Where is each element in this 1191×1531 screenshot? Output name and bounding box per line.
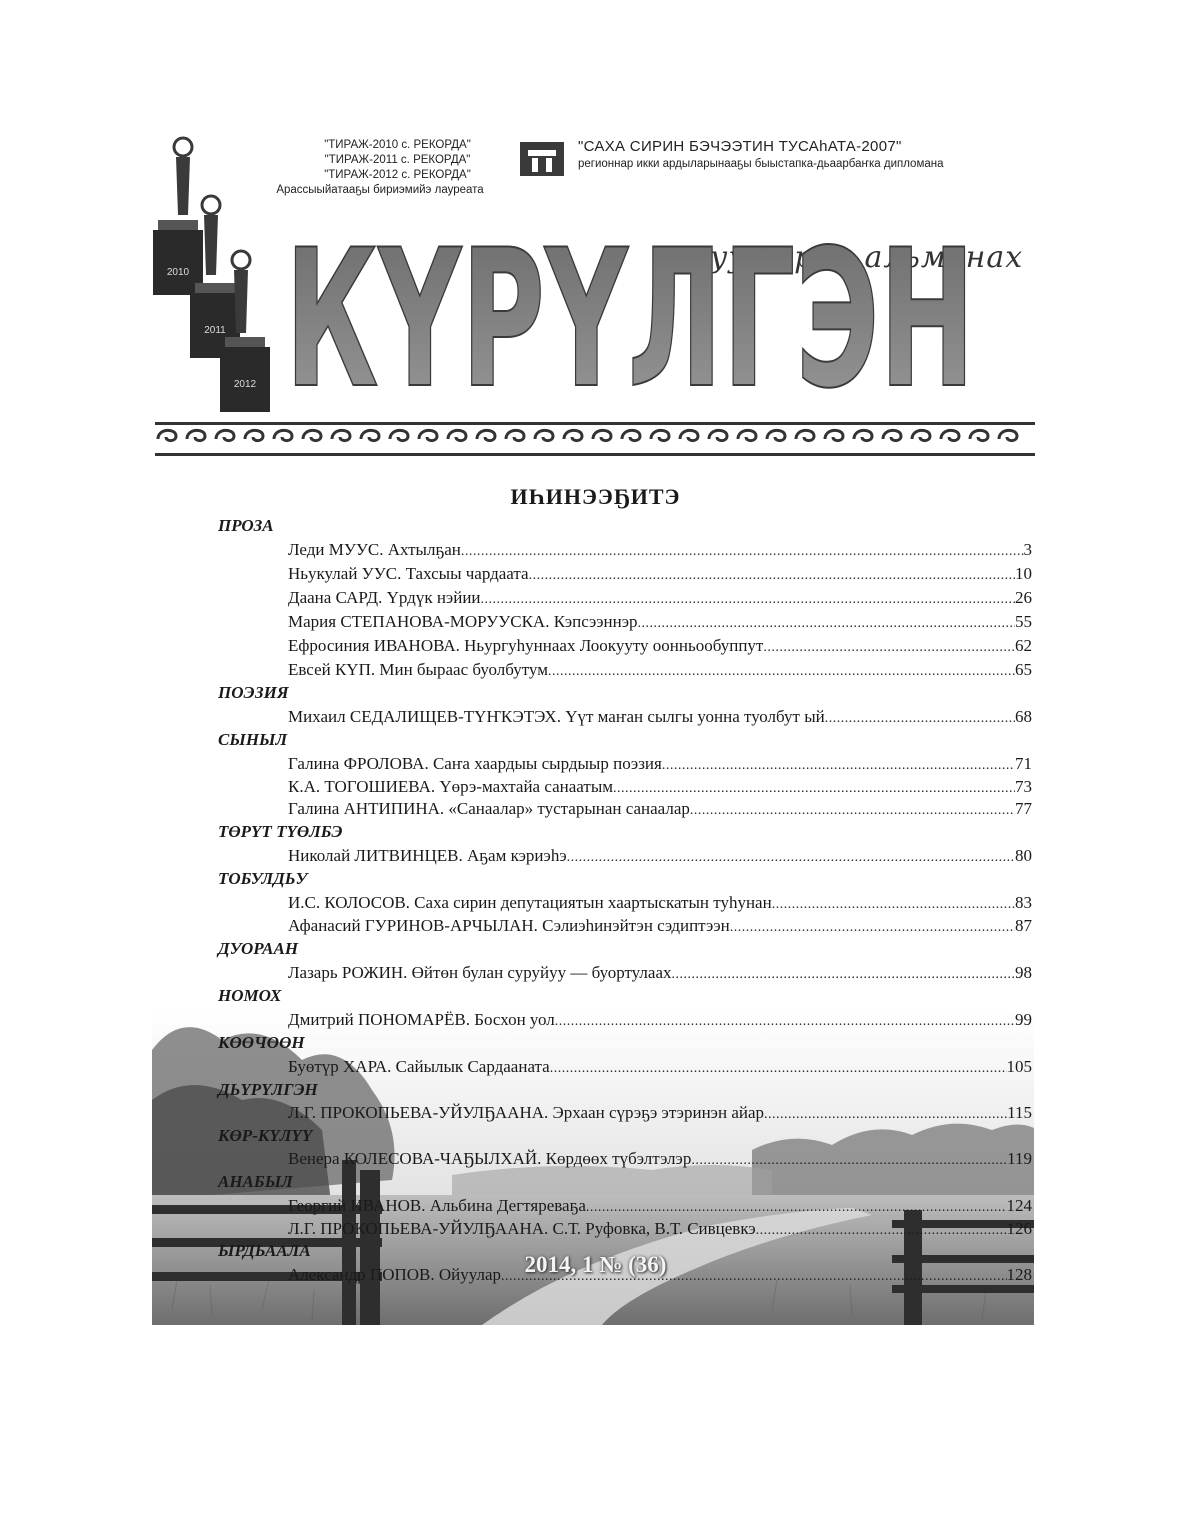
toc-entry[interactable] <box>288 540 1032 560</box>
toc-entry[interactable] <box>288 963 1032 983</box>
toc-leader-dots <box>461 544 1024 560</box>
trophy-year-2010: 2010 <box>166 267 190 278</box>
toc-entry-title: Евсей КҮП. Мин быраас буолбутум <box>288 660 548 679</box>
toc-leader-dots <box>730 920 1015 936</box>
toc-entry[interactable] <box>288 660 1032 680</box>
contest-subtitle: регионнар икки ардыларынааҕы быыстапка-дьаарбаҥка дипломана <box>578 158 944 170</box>
trophy-year-2011: 2011 <box>204 325 226 336</box>
toc-entry-title: Галина АНТИПИНА. «Санаалар» тустарынан санаалар <box>288 799 690 818</box>
toc-leader-dots <box>586 1200 1007 1216</box>
toc-section-title: КӨР-КҮЛҮҮ <box>218 1126 313 1145</box>
toc-page-number: 10 <box>1015 564 1032 583</box>
toc-section-title: ТӨРҮТ ТҮӨЛБЭ <box>218 822 343 841</box>
toc-leader-dots <box>772 897 1015 913</box>
toc-page-number: 73 <box>1015 777 1032 796</box>
toc-section-title: НОМОХ <box>218 986 282 1005</box>
toc-entry-title: Ефросиния ИВАНОВА. Ньургуһуннаах Лоокууту оонньообуппут <box>288 636 764 655</box>
toc-entry[interactable] <box>288 893 1032 913</box>
trophy-year-2012: 2012 <box>233 379 257 390</box>
record-2012: "ТИРАЖ-2012 с. РЕКОРДА" <box>324 169 471 181</box>
toc-leader-dots <box>548 664 1015 680</box>
toc-entry[interactable] <box>288 1196 1032 1216</box>
toc-page-number: 68 <box>1015 707 1032 726</box>
toc-entry-title: Даана САРД. Үрдүк нэйии <box>288 588 481 607</box>
toc-leader-dots <box>690 803 1015 819</box>
toc-entry-title: Лазарь РОЖИН. Өйтөн булан суруйуу — буортулаах <box>288 963 672 982</box>
toc-page-number: 128 <box>1006 1265 1032 1284</box>
toc-leader-dots <box>672 967 1015 983</box>
toc-leader-dots <box>638 616 1015 632</box>
toc-entry-title: И.С. КОЛОСОВ. Саха сирин депутациятын хаартыскатын туһунан <box>288 893 772 912</box>
toc-page-number: 87 <box>1015 916 1032 935</box>
toc-entry-title: Николай ЛИТВИНЦЕВ. Аҕам кэриэһэ <box>288 846 567 865</box>
contents-heading: ИҺИНЭЭҔИТЭ <box>510 484 681 509</box>
toc-leader-dots <box>756 1223 1007 1239</box>
toc-page-number: 83 <box>1015 893 1032 912</box>
toc-entry-title: Александр ПОПОВ. Ойуулар <box>288 1265 502 1284</box>
toc-entry[interactable] <box>288 799 1032 819</box>
toc-entry-title: Георгий ИВАНОВ. Альбина Дегтяреваҕа <box>288 1196 586 1215</box>
toc-leader-dots <box>764 1107 1007 1123</box>
toc-entry-title: Ньукулай УУС. Тахсыы чардаата <box>288 564 529 583</box>
toc-leader-dots <box>691 1153 1007 1169</box>
contest-title: "САХА СИРИН БЭЧЭЭТИН ТУСАhАТА-2007" <box>578 138 902 155</box>
toc-entry[interactable] <box>288 1149 1032 1169</box>
toc-page-number: 26 <box>1015 588 1032 607</box>
toc-entry-title: Л.Г. ПРОКОПЬЕВА-УЙУЛҔААНА. Эрхаан сүрэҕэ этэринэн айар <box>288 1103 765 1122</box>
toc-page-number: 71 <box>1015 754 1032 773</box>
toc-leader-dots <box>613 781 1015 797</box>
toc-page-number: 115 <box>1007 1103 1032 1122</box>
toc-entry-title: Дмитрий ПОНОМАРЁВ. Босхон уол <box>288 1010 555 1029</box>
toc-page-number: 3 <box>1023 540 1032 559</box>
issue-number: 2014, 1 № (36) <box>524 1252 667 1277</box>
toc-page-number: 124 <box>1006 1196 1032 1215</box>
toc-entry[interactable] <box>288 916 1032 936</box>
toc-entry-title: Галина ФРОЛОВА. Саҥа хаардыы сырдыыр поэзия <box>288 754 662 773</box>
toc-entry[interactable] <box>288 846 1032 866</box>
toc-entry[interactable] <box>288 1219 1032 1239</box>
toc-section-title: ПРОЗА <box>218 516 274 535</box>
toc-leader-dots <box>825 711 1015 727</box>
toc-section-title: ЫРДЬААЛА <box>218 1241 311 1260</box>
toc-section-title: ПОЭЗИЯ <box>218 683 289 702</box>
toc-section-title: АНАБЫЛ <box>218 1172 293 1191</box>
toc-entry-title: К.А. ТОГОШИЕВА. Үөрэ-махтайа санаатым <box>288 777 613 796</box>
toc-leader-dots <box>763 640 1015 656</box>
toc-section-title: ТОБУЛДЬУ <box>218 869 308 888</box>
toc-section-title: ДУОРААН <box>218 939 299 958</box>
toc-leader-dots <box>662 758 1015 774</box>
toc-page-number: 126 <box>1006 1219 1032 1238</box>
toc-section-title: ДЬҮРҮЛГЭН <box>218 1080 318 1099</box>
toc-page-number: 105 <box>1006 1057 1032 1076</box>
toc-entry-title: Михаил СЕДАЛИЩЕВ-ТҮҤКЭТЭХ. Үүт маҥан сылгы уонна туолбут ый <box>288 707 825 726</box>
toc-entry[interactable] <box>288 1010 1032 1030</box>
toc-section-title: КӨӨЧӨӨН <box>218 1033 305 1052</box>
record-2010: "ТИРАЖ-2010 с. РЕКОРДА" <box>324 139 471 151</box>
toc-page-number: 65 <box>1015 660 1032 679</box>
toc-leader-dots <box>529 568 1015 584</box>
toc-page-number: 119 <box>1007 1149 1032 1168</box>
toc-section-title: СЫНЫЛ <box>218 730 288 749</box>
toc-page-number: 80 <box>1015 846 1032 865</box>
toc-entry[interactable] <box>288 777 1032 797</box>
toc-entry-title: Венера КОЛЕСОВА-ЧАҔЫЛХАЙ. Көрдөөх түбэлтэлэр <box>288 1149 692 1168</box>
almanac-subtitle: уус-уран альманах <box>710 240 1024 275</box>
toc-entry[interactable] <box>288 1057 1032 1077</box>
toc-page-number: 55 <box>1015 612 1032 631</box>
toc-entry-title: Афанасий ГУРИНОВ-АРЧЫЛАН. Сэлиэһинэйтэн сэдиптээн <box>288 916 730 935</box>
toc-entry[interactable] <box>288 636 1032 656</box>
toc-entry[interactable] <box>288 588 1032 608</box>
toc-entry[interactable] <box>288 612 1032 632</box>
toc-page-number: 62 <box>1015 636 1032 655</box>
toc-entry[interactable] <box>288 707 1032 727</box>
toc-page-number: 98 <box>1015 963 1032 982</box>
toc-entry-title: Л.Г. ПРОКОПЬЕВА-УЙУЛҔААНА. С.Т. Руфовка, В.Т. Сивцевкэ <box>288 1219 756 1238</box>
record-2011: "ТИРАЖ-2011 с. РЕКОРДА" <box>324 154 471 166</box>
svg-text:КҮРҮЛГЭН: КҮРҮЛГЭН <box>285 210 975 410</box>
toc-leader-dots <box>550 1061 1007 1077</box>
toc-page-number: 77 <box>1015 799 1032 818</box>
laureate-line: Арассыыйатааҕы бириэмийэ лауреата <box>276 184 484 196</box>
toc-leader-dots <box>567 850 1015 866</box>
toc-entry[interactable] <box>288 564 1032 584</box>
toc-entry[interactable] <box>288 754 1032 774</box>
toc-entry-title: Леди МУУС. Ахтылҕан <box>288 540 461 559</box>
toc-entry[interactable] <box>288 1103 1032 1123</box>
toc-entry-title: Буөтүр ХАРА. Сайылык Сардааната <box>288 1057 550 1076</box>
toc-page-number: 99 <box>1015 1010 1032 1029</box>
toc-entry-title: Мария СТЕПАНОВА-МОРУУСКА. Кэпсээннэр <box>288 612 638 631</box>
toc-leader-dots <box>555 1014 1015 1030</box>
toc-leader-dots <box>481 592 1015 608</box>
